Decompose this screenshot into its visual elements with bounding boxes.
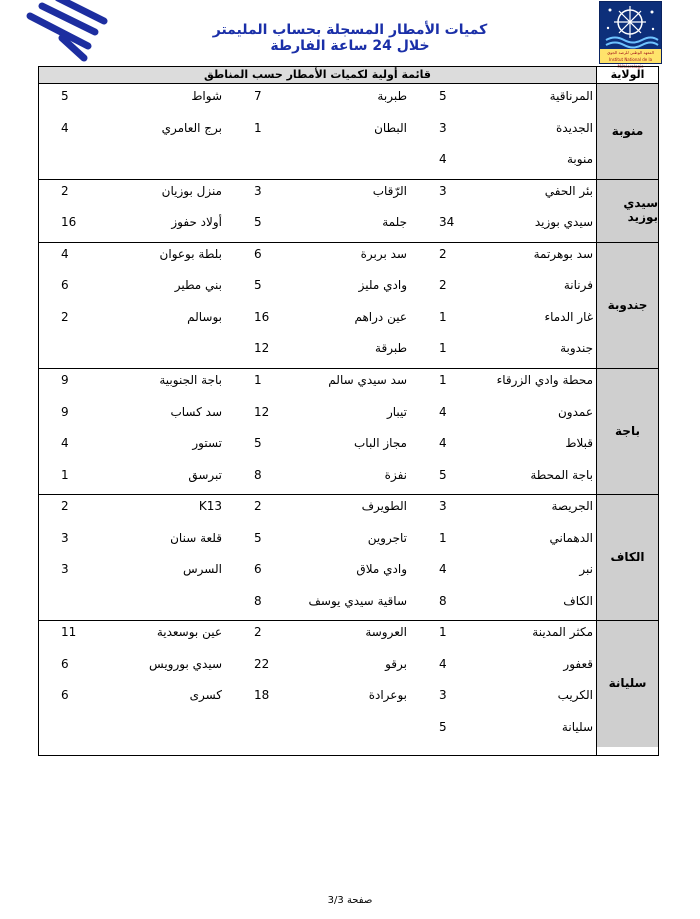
table-row <box>39 244 596 275</box>
station-name: تاجروين <box>367 530 407 545</box>
rainfall-value: 18 <box>254 688 270 703</box>
rainfall-value: 3 <box>439 688 447 703</box>
rainfall-value: 9 <box>61 404 69 419</box>
table-row <box>39 528 596 559</box>
rainfall-value: 3 <box>254 183 262 198</box>
station-name: طبرقة <box>375 341 407 356</box>
station-name <box>267 149 407 169</box>
rainfall-value: 7 <box>254 89 262 103</box>
table-row <box>39 118 596 149</box>
station-name: فرنانة <box>563 278 593 293</box>
station-name: بوعرادة <box>368 688 407 703</box>
rainfall-value: 1 <box>439 625 447 640</box>
rainfall-value: 6 <box>61 688 69 703</box>
rainfall-value: 34 <box>439 215 455 230</box>
rainfall-value: 1 <box>439 372 447 387</box>
rainfall-value: 16 <box>61 215 77 230</box>
station-name: تيبار <box>386 404 407 419</box>
rainfall-value: 3 <box>61 562 69 577</box>
station-name: محطة وادي الزرقاء <box>496 372 593 387</box>
rainfall-value: 1 <box>439 341 447 356</box>
station-name: سيدي بورويس <box>149 656 222 671</box>
rainfall-value: 5 <box>254 278 262 293</box>
station-name: بلطة بوعوان <box>159 246 222 261</box>
rainfall-value <box>61 149 91 169</box>
table-row <box>39 685 596 716</box>
station-name: تبرسق <box>188 467 222 482</box>
rainfall-value: 9 <box>61 372 69 387</box>
table-row <box>39 465 596 496</box>
rainfall-value: 1 <box>254 372 262 387</box>
station-name: سد كساب <box>170 404 222 419</box>
institute-logo <box>599 1 662 69</box>
rainfall-value: 12 <box>254 404 270 419</box>
station-name: قلعة سنان <box>170 530 222 545</box>
station-name: نفزة <box>384 467 407 482</box>
station-name: الكريب <box>557 688 593 703</box>
region-cell: سليانة <box>597 620 658 746</box>
logo-caption-ar: المعهد الوطني للرصد الجوي <box>607 50 654 55</box>
rainfall-value: 5 <box>61 89 69 103</box>
rainfall-value: 5 <box>254 215 262 230</box>
rainfall-value: 2 <box>61 183 69 198</box>
rainfall-value: 1 <box>61 467 69 482</box>
station-name: منوبة <box>566 152 593 167</box>
rainfall-value: 6 <box>254 246 262 261</box>
station-name: قبلاط <box>565 436 593 451</box>
region-cell: منوبة <box>597 84 658 179</box>
table-row <box>39 717 596 748</box>
station-name: الجديدة <box>556 120 593 135</box>
rainfall-value: 2 <box>439 278 447 293</box>
rainfall-value <box>61 338 91 358</box>
region-divider <box>39 242 658 243</box>
station-name: وادي ملاق <box>356 562 407 577</box>
rainfall-value: 1 <box>254 120 262 135</box>
station-name: سد بربرة <box>360 246 407 261</box>
table-row <box>39 149 596 180</box>
rainfall-value: 3 <box>61 530 69 545</box>
table-main-header: قائمة أولية لكميات الأمطار حسب المناطق <box>203 68 432 81</box>
wilaya-column-header: الولاية <box>610 68 645 81</box>
station-name: الكاف <box>563 593 593 608</box>
rainfall-value: 8 <box>439 593 447 608</box>
rainfall-value: 4 <box>439 436 447 451</box>
station-name: الرّقاب <box>372 183 407 198</box>
station-name: K13 <box>198 499 222 514</box>
region-divider <box>39 368 658 369</box>
station-name: البطان <box>374 120 407 135</box>
station-name: الجريصة <box>551 499 593 514</box>
station-name <box>82 717 222 737</box>
station-name: أولاد حفوز <box>171 215 222 230</box>
station-name <box>82 338 222 358</box>
station-name: جلمة <box>382 215 407 230</box>
station-name: غار الدماء <box>544 309 593 324</box>
header-divider <box>39 83 658 84</box>
station-name <box>82 149 222 169</box>
rainfall-value: 12 <box>254 341 270 356</box>
rainfall-value: 1 <box>439 309 447 324</box>
rainfall-value: 2 <box>61 309 69 324</box>
rainfall-value <box>61 591 91 611</box>
rainfall-value <box>61 717 91 737</box>
station-name: باجة المحطة <box>530 467 593 482</box>
rainfall-value: 5 <box>254 530 262 545</box>
page-number: صفحة 3/3 <box>327 895 373 906</box>
station-name: شواط <box>191 89 222 103</box>
rainfall-value: 2 <box>439 246 447 261</box>
table-row <box>39 212 596 243</box>
region-cell: سيدي بوزيد <box>597 179 658 242</box>
station-name: بئر الحفي <box>544 183 593 198</box>
rainfall-value: 4 <box>61 120 69 135</box>
table-row <box>39 622 596 653</box>
station-name: كسرى <box>189 688 222 703</box>
station-name: الطويرف <box>361 499 407 514</box>
table-row <box>39 275 596 306</box>
station-name: السرس <box>183 562 222 577</box>
table-row <box>39 86 596 117</box>
station-name: سد بوهرتمة <box>533 246 593 261</box>
logo-caption-fr: Institut National de la Météorologie <box>608 57 653 69</box>
rainfall-value: 4 <box>439 152 447 167</box>
rainfall-value: 1 <box>439 530 447 545</box>
station-name: باجة الجنوبية <box>159 372 222 387</box>
station-name: برقو <box>385 656 407 671</box>
table-row <box>39 559 596 590</box>
decorative-stripes <box>0 0 120 75</box>
rainfall-value: 2 <box>254 499 262 514</box>
rainfall-value: 5 <box>439 89 447 103</box>
station-name: منزل بوزيان <box>161 183 222 198</box>
table-row <box>39 181 596 212</box>
station-name: سليانة <box>561 720 593 734</box>
region-divider <box>39 179 658 180</box>
station-name: بوسالم <box>187 309 222 324</box>
station-name <box>82 591 222 611</box>
rainfall-value: 8 <box>254 593 262 608</box>
station-name: عين دراهم <box>354 309 407 324</box>
rainfall-value: 4 <box>61 246 69 261</box>
region-cell: جندوبة <box>597 242 658 368</box>
rainfall-value: 8 <box>254 467 262 482</box>
rainfall-value: 4 <box>439 562 447 577</box>
station-name: العروسة <box>365 625 407 640</box>
station-name: سد سيدي سالم <box>328 372 407 387</box>
rainfall-value <box>254 717 284 737</box>
rainfall-value: 5 <box>439 467 447 482</box>
station-name: الدهماني <box>549 530 593 545</box>
station-name: طبربة <box>377 89 407 103</box>
region-divider <box>39 494 658 495</box>
table-row <box>39 496 596 527</box>
table-row <box>39 402 596 433</box>
rainfall-value <box>254 149 284 169</box>
rainfall-value: 2 <box>61 499 69 514</box>
rainfall-value: 16 <box>254 309 270 324</box>
station-name: عمدون <box>557 404 593 419</box>
rainfall-value: 4 <box>439 656 447 671</box>
rainfall-value: 5 <box>254 436 262 451</box>
station-name: جندوبة <box>560 341 593 356</box>
weather-emblem-icon <box>600 2 661 49</box>
rainfall-value: 22 <box>254 656 270 671</box>
station-name: ساقية سيدي يوسف <box>308 593 407 608</box>
logo-caption <box>600 49 661 69</box>
table-row <box>39 370 596 401</box>
station-name: عين بوسعدية <box>156 625 222 640</box>
page-subtitle: خلال 24 ساعة الفارطة <box>270 38 430 54</box>
wilaya-divider <box>596 67 597 755</box>
station-name: بني مطير <box>174 278 222 293</box>
table-row <box>39 654 596 685</box>
region-cell: الكاف <box>597 494 658 620</box>
rainfall-value: 3 <box>439 120 447 135</box>
rainfall-value: 11 <box>61 625 77 640</box>
rainfall-value: 6 <box>61 656 69 671</box>
table-row <box>39 433 596 464</box>
rainfall-value: 3 <box>439 183 447 198</box>
page-title: كميات الأمطار المسجلة بحساب المليمتر <box>212 22 488 38</box>
station-name: سيدي بوزيد <box>534 215 593 230</box>
rainfall-value: 4 <box>439 404 447 419</box>
station-name: قعفور <box>563 656 593 671</box>
rainfall-value: 6 <box>254 562 262 577</box>
table-row <box>39 338 596 369</box>
station-name: مكثر المدينة <box>532 625 593 640</box>
rainfall-value: 6 <box>61 278 69 293</box>
station-name: وادي مليز <box>358 278 407 293</box>
rainfall-value: 2 <box>254 625 262 640</box>
station-name: برج العامري <box>161 120 222 135</box>
station-name: مجاز الباب <box>353 436 407 451</box>
station-name: نبر <box>579 562 593 577</box>
station-name: تستور <box>192 436 222 451</box>
rainfall-value: 5 <box>439 720 447 734</box>
station-name: المرناقية <box>549 89 593 103</box>
station-name <box>267 717 407 737</box>
table-row <box>39 591 596 622</box>
region-divider <box>39 620 658 621</box>
region-cell: باجة <box>597 368 658 494</box>
rainfall-value: 3 <box>439 499 447 514</box>
rainfall-value: 4 <box>61 436 69 451</box>
table-row <box>39 307 596 338</box>
